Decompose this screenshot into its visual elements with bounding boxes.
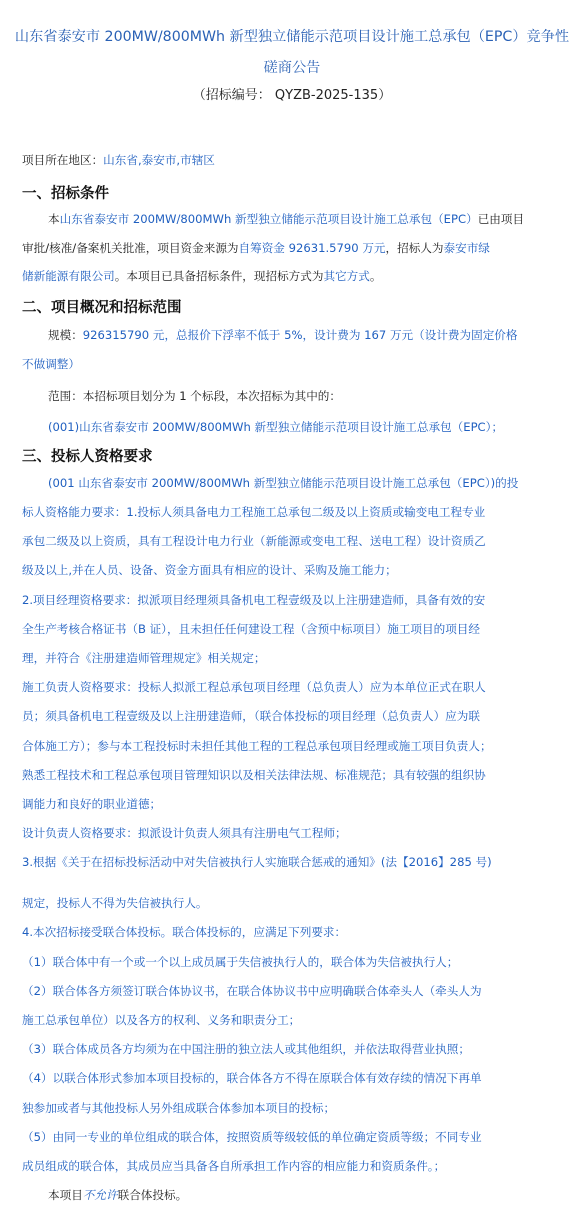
scale-line-2: 不做调整） (22, 357, 80, 371)
section-3-heading: 三、投标人资格要求 (22, 449, 153, 465)
region-label: 项目所在地区： (22, 153, 104, 167)
consortium-line (48, 1187, 187, 1204)
req-line: 3.根据《关于在招标投标活动中对失信被执行人实施联合惩戒的通知》(法【2016】285 号) (22, 855, 492, 869)
scale-line (48, 327, 517, 344)
s1-line-3 (22, 268, 381, 285)
s1-text: 已由项目 (477, 212, 525, 226)
req-line: 设计负责人资格要求：拟派设计负责人须具有注册电气工程师； (22, 826, 347, 840)
req-line: 成员组成的联合体，其成员应当具备各自所承担工作内容的相应能力和资质条件。； (22, 1159, 446, 1173)
scale-text: 926315790 元，总报价下浮率不低于 5%，设计费为 167 万元（设计费为固定价格 (82, 328, 518, 342)
req-line: 理，并符合《注册建造师管理规定》相关规定； (22, 651, 266, 665)
fund-source: 自筹资金 92631.5790 万元 (238, 241, 386, 255)
s1-text: 。本项目已具备招标条件，现招标方式为 (114, 269, 324, 283)
req-line: 规定，投标人不得为失信被执行人。 (22, 896, 208, 910)
range-line: 范围：本招标项目划分为 1 个标段，本次招标为其中的： (48, 389, 341, 403)
req-line: 施工总承包单位）以及各方的权利、义务和职责分工； (22, 1013, 301, 1027)
req-line: 2.项目经理资格要求：拟派项目经理须具备机电工程壹级及以上注册建造师，具备有效的安 (22, 593, 486, 607)
s1-text: 本 (48, 212, 60, 226)
region-value: 山东省,泰安市,市辖区 (103, 153, 215, 167)
consortium-text: 本项目 (48, 1188, 83, 1202)
s1-text: 审批/核准/备案机关批准，项目资金来源为 (22, 241, 239, 255)
tender-code: （招标编号： QYZB-2025-135） (192, 88, 392, 103)
req-line: 全生产考核合格证书（B 证），且未担任任何建设工程（含预中标项目）施工项目的项目经 (22, 622, 480, 636)
req-line: （5）由同一专业的单位组成的联合体，按照资质等级较低的单位确定资质等级；不同专业 (22, 1130, 482, 1144)
req-line: （2）联合体各方须签订联合体协议书，在联合体协议书中应明确联合体牵头人（牵头人为 (22, 984, 482, 998)
region-line (22, 152, 215, 169)
section-1-heading: 一、招标条件 (22, 186, 109, 202)
s1-text: 。 (369, 269, 382, 283)
section-2-heading: 二、项目概况和招标范围 (22, 300, 182, 316)
s1-text: ，招标人为 (385, 241, 444, 255)
lot-line: (001)山东省泰安市 200MW/800MWh 新型独立储能示范项目设计施工总承包（EPC）； (48, 420, 504, 434)
req-line: 合体施工方）；参与本工程投标时未担任其他工程的工程总承包项目经理或施工项目负责人； (22, 739, 492, 753)
s1-line-2 (22, 240, 490, 257)
req-line: 调能力和良好的职业道德； (22, 797, 162, 811)
tenderer-name: 泰安市绿 (443, 241, 490, 255)
req-line: 4.本次招标接受联合体投标。联合体投标的，应满足下列要求： (22, 925, 347, 939)
s1-line-1 (48, 211, 524, 228)
req-line: 施工负责人资格要求：投标人拟派工程总承包项目经理（总负责人）应为本单位正式在职人 (22, 680, 486, 694)
consortium-text: 联合体投标。 (117, 1188, 188, 1202)
req-line: （3）联合体成员各方均须为在中国注册的独立法人或其他组织，并依法取得营业执照； (22, 1042, 470, 1056)
req-line: 级及以上,并在人员、设备、资金方面具有相应的设计、采购及施工能力； (22, 563, 397, 577)
tenderer-name-2: 储新能源有限公司 (22, 269, 115, 283)
req-line: （4）以联合体形式参加本项目投标的，联合体各方不得在原联合体有效存续的情况下再单 (22, 1071, 482, 1085)
page-title: 山东省泰安市 200MW/800MWh 新型独立储能示范项目设计施工总承包（EPC）竞争性磋商公告 (14, 29, 570, 76)
req-line: (001 山东省泰安市 200MW/800MWh 新型独立储能示范项目设计施工总承包（EPC）)的投 (48, 476, 519, 490)
project-name: 山东省泰安市 200MW/800MWh 新型独立储能示范项目设计施工总承包（EPC） (59, 212, 478, 226)
scale-label: 规模： (48, 328, 83, 342)
req-line: （1）联合体中有一个或一个以上成员属于失信被执行人的，联合体为失信被执行人； (22, 955, 459, 969)
consortium-flag: 不允许 (82, 1188, 118, 1202)
req-line: 独参加或者与其他投标人另外组成联合体参加本项目的投标； (22, 1101, 336, 1115)
req-line: 员；须具备机电工程壹级及以上注册建造师，（联合体投标的项目经理（总负责人）应为联 (22, 709, 480, 723)
req-line: 熟悉工程技术和工程总承包项目管理知识以及相关法律法规、标准规范；具有较强的组织协 (22, 768, 486, 782)
req-line: 标人资格能力要求：1.投标人须具备电力工程施工总承包二级及以上资质或输变电工程专业 (22, 505, 486, 519)
req-line: 承包二级及以上资质，具有工程设计电力行业（新能源或变电工程、送电工程）设计资质乙 (22, 534, 486, 548)
tender-method: 其它方式 (323, 269, 370, 283)
